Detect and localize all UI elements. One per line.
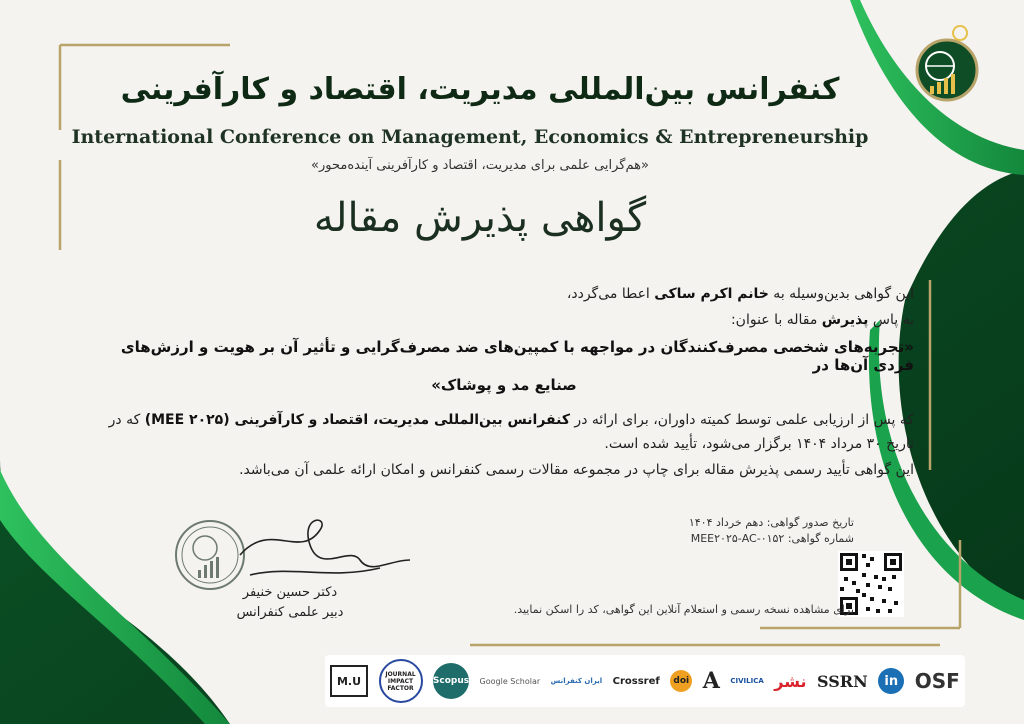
- award-line-pre: این گواهی بدین‌وسیله به: [768, 286, 914, 302]
- conference-title-en: International Conference on Management, Economics & Entrepreneurship: [71, 126, 869, 148]
- issue-date: تاریخ صدور گواهی: دهم خرداد ۱۴۰۴: [688, 516, 854, 529]
- article-title-line-1: «تجربه‌های شخصی مصرف‌کنندگان در مواجهه با کمپین‌های ضد مصرف‌گرایی و تأثیر آن بر هویت و ارزش‌های فردی آن‌ها در: [120, 338, 914, 374]
- signer-name: دکتر حسین خنیفر: [242, 585, 338, 600]
- recipient-name: خانم اکرم ساکی: [654, 286, 769, 302]
- evaluation-paragraph: [94, 408, 914, 456]
- issue-info: [554, 515, 854, 547]
- acceptance-line: [94, 310, 914, 330]
- official-statement: این گواهی تأیید رسمی پذیرش مقاله برای چاپ در مجموعه مقالات رسمی کنفرانس و امکان ارائه علمی آن می‌باشد.: [239, 462, 914, 478]
- evaluation-post: که در: [108, 412, 145, 428]
- certificate-number: شماره گواهی: MEE۲۰۲۵-AC-۰۱۵۲: [690, 532, 854, 545]
- scopus-logo-icon: Scopus: [433, 663, 469, 699]
- certificate-title: گواهی پذیرش مقاله: [313, 195, 647, 241]
- acceptance-line-post: مقاله با عنوان:: [730, 312, 822, 328]
- conference-subtitle: «هم‌گرایی علمی برای مدیریت، اقتصاد و کارآفرینی آینده‌محور»: [311, 158, 649, 173]
- acceptance-word: پذیرش: [821, 312, 869, 328]
- signer-role: دبیر علمی کنفرانس: [236, 605, 344, 620]
- doi-logo-icon: doi: [670, 670, 692, 692]
- conference-title-fa: کنفرانس بین‌المللی مدیریت، اقتصاد و کارآفرینی: [120, 72, 840, 107]
- nashr-logo-icon: نشر: [774, 671, 807, 691]
- evaluation-line-2: تاریخ ۳۰ مرداد ۱۴۰۴ برگزار می‌شود، تأیید شده است.: [604, 436, 914, 452]
- linkedin-logo-icon: in: [878, 668, 904, 694]
- civilica-logo-icon: CIVILICA: [730, 677, 764, 685]
- conference-name-bold: کنفرانس بین‌المللی مدیریت، اقتصاد و کارآفرینی (MEE ۲۰۲۵): [144, 412, 570, 428]
- article-title-line-2: صنایع مد و پوشاک»: [431, 376, 577, 394]
- indexer-logos: [330, 660, 960, 702]
- acceptance-line-pre: به پاس: [868, 312, 914, 328]
- crossref-logo-icon: Crossref: [612, 675, 660, 687]
- journal-impact-factor-logo-icon: JOURNAL IMPACT FACTOR: [379, 659, 423, 703]
- academia-logo-icon: A: [702, 668, 720, 694]
- verify-instruction: برای مشاهده نسخه رسمی و استعلام آنلاین این گواهی، کد را اسکن نمایید.: [513, 603, 854, 616]
- osf-logo-icon: OSF: [914, 669, 960, 693]
- mu-logo-icon: M.U: [330, 665, 368, 697]
- google-scholar-logo-icon: Google Scholar: [479, 676, 541, 686]
- award-line: [94, 284, 914, 304]
- evaluation-pre: که پس از ارزیابی علمی توسط کمیته داوران، برای ارائه در: [569, 412, 914, 428]
- award-line-post: اعطا می‌گردد،: [566, 286, 655, 302]
- iran-conference-logo-icon: ایران کنفرانس: [550, 677, 603, 685]
- ssrn-logo-icon: SSRN: [817, 671, 868, 691]
